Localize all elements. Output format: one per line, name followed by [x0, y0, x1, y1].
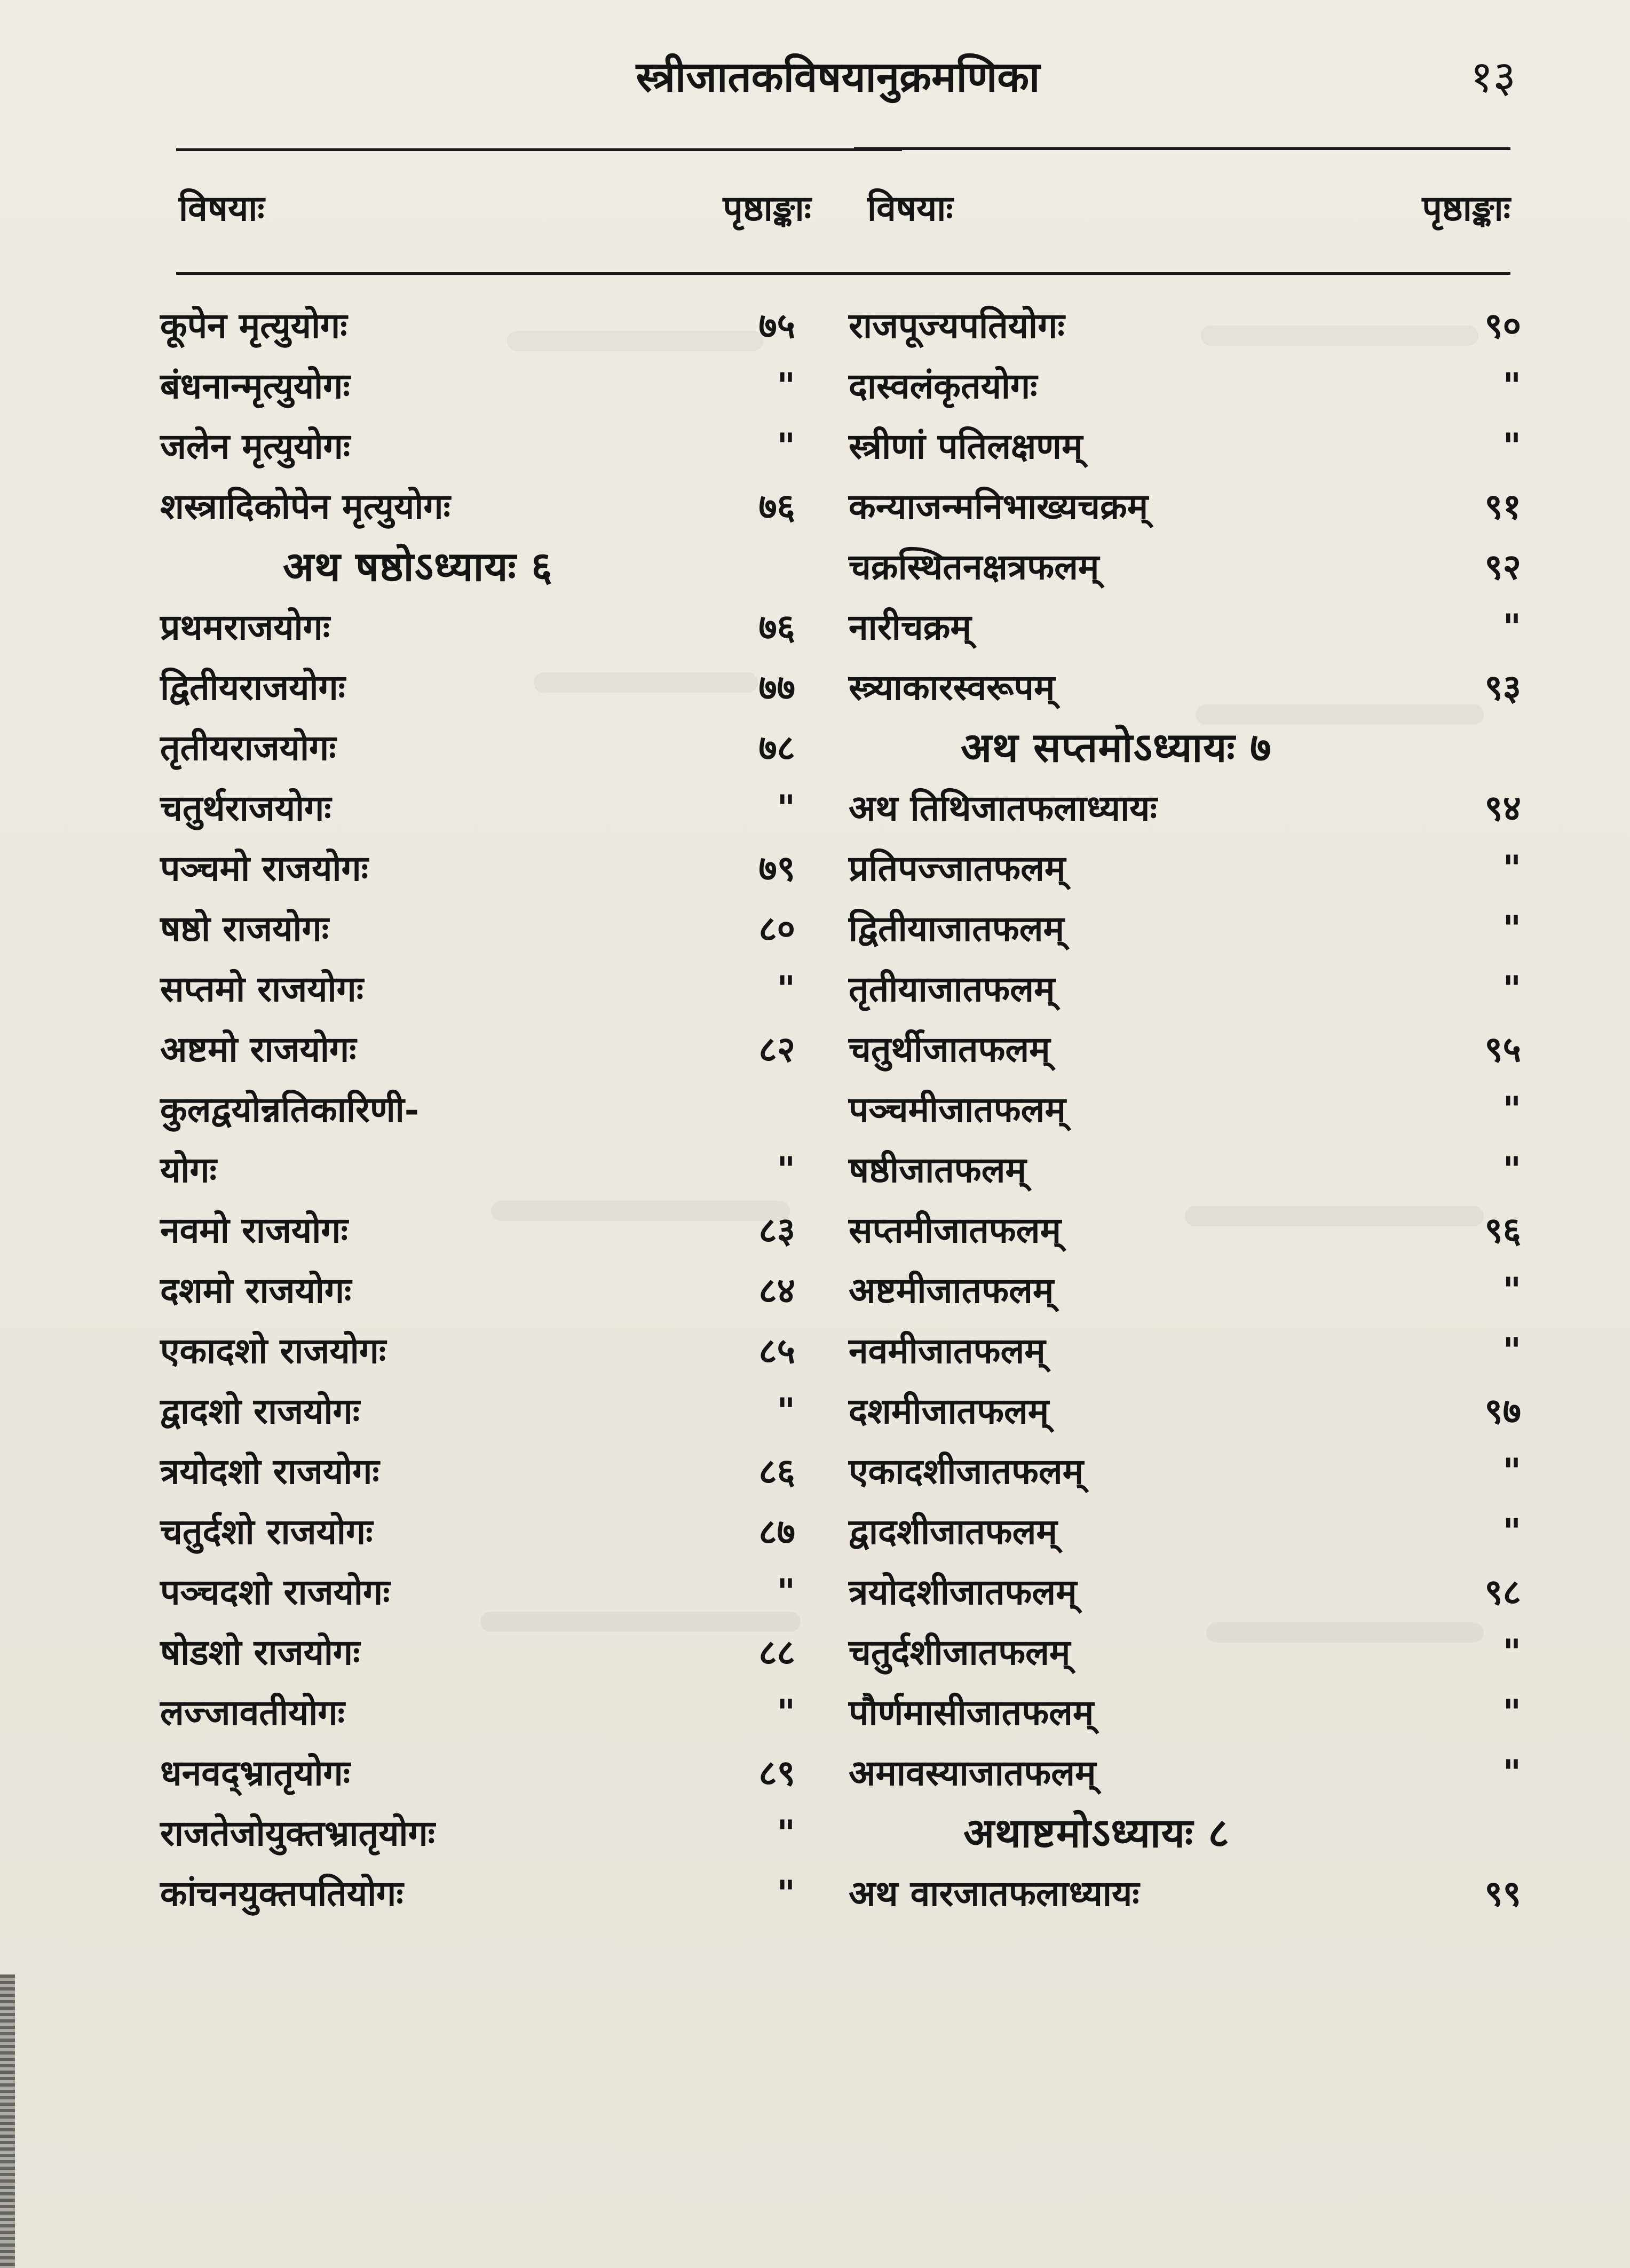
entry-title: दास्वलंकृतयोगः — [849, 365, 1038, 407]
entry-page-number: " — [1502, 425, 1521, 467]
entry-page-number: " — [777, 787, 795, 829]
entry-title: सप्तमो राजयोगः — [160, 968, 364, 1010]
entry-page-number: ८७ — [758, 1511, 795, 1552]
entry-page-number: " — [1502, 1330, 1521, 1371]
toc-entry — [849, 1743, 1521, 1802]
toc-entry — [160, 1020, 795, 1079]
toc-entry — [849, 417, 1521, 475]
entry-title: त्रयोदशीजातफलम् — [849, 1571, 1077, 1613]
toc-entry — [160, 1321, 795, 1380]
entry-page-number: ७७ — [758, 667, 795, 708]
entry-page-number: ९७ — [1484, 1390, 1521, 1432]
entry-title: द्वितीयाजातफलम् — [849, 908, 1064, 949]
scan-edge — [0, 1974, 15, 2268]
entry-title: नवमीजातफलम् — [849, 1330, 1046, 1371]
entry-page-number: ७६ — [758, 606, 795, 648]
entry-page-number: " — [777, 1149, 795, 1191]
toc-entry — [160, 1382, 795, 1440]
entry-title: जलेन मृत्युयोगः — [160, 425, 351, 467]
entry-title: पञ्चदशो राजयोगः — [160, 1571, 390, 1613]
entry-title: कन्याजन्मनिभाख्यचक्रम् — [849, 486, 1149, 527]
entry-title: कांचनयुक्तपतियोगः — [160, 1873, 403, 1914]
toc-entry — [849, 1563, 1521, 1621]
toc-entry — [849, 477, 1521, 536]
entry-title: षष्ठीजातफलम् — [849, 1149, 1026, 1191]
entry-title: बंधनान्मृत्युयोगः — [160, 365, 350, 407]
page-title: स्त्रीजातकविषयानुक्रमणिका — [636, 53, 1040, 101]
entry-page-number: " — [1502, 968, 1521, 1010]
entry-page-number: " — [1502, 1631, 1521, 1673]
toc-entry — [160, 779, 795, 837]
entry-page-number: " — [1502, 1752, 1521, 1794]
entry-page-number: " — [777, 968, 795, 1010]
toc-entry — [849, 1442, 1521, 1501]
entry-page-number: ७९ — [758, 847, 795, 889]
entry-title: तृतीयराजयोगः — [160, 727, 336, 768]
entry-title: अष्टमीजातफलम् — [849, 1270, 1054, 1311]
toc-entry — [849, 1502, 1521, 1561]
entry-title: द्वितीयराजयोगः — [160, 667, 345, 708]
entry-title: पञ्चमीजातफलम् — [849, 1089, 1066, 1130]
entry-title: त्रयोदशो राजयोगः — [160, 1450, 379, 1492]
entry-title: तृतीयाजातफलम् — [849, 968, 1055, 1010]
toc-entry — [849, 1382, 1521, 1440]
toc-entry — [849, 296, 1521, 355]
toc-entry — [849, 899, 1521, 958]
entry-page-number: " — [1502, 606, 1521, 648]
toc-entry — [160, 1080, 795, 1139]
entry-page-number: ८९ — [758, 1752, 795, 1794]
entry-title: धनवद्भ्रातृयोगः — [160, 1752, 350, 1794]
toc-entry — [849, 959, 1521, 1018]
entry-title: दशमो राजयोगः — [160, 1270, 352, 1311]
toc-entry — [849, 658, 1521, 717]
entry-title: अष्टमो राजयोगः — [160, 1028, 357, 1070]
page-number: १३ — [1470, 52, 1516, 102]
entry-title: चतुर्थराजयोगः — [160, 787, 331, 829]
entry-page-number: " — [1502, 1089, 1521, 1130]
entry-page-number: " — [777, 1390, 795, 1432]
entry-title: कूपेन मृत्युयोगः — [160, 305, 347, 346]
entry-page-number: " — [1502, 1511, 1521, 1552]
entry-title: नवमो राजयोगः — [160, 1209, 348, 1251]
toc-entry — [160, 899, 795, 958]
entry-title: सप्तमीजातफलम् — [849, 1209, 1061, 1251]
entry-page-number: ८८ — [758, 1631, 795, 1673]
chapter-title: अथाष्टमोऽध्यायः ८ — [963, 1809, 1230, 1857]
entry-title: षोडशो राजयोगः — [160, 1631, 360, 1673]
entry-title: कुलद्वयोन्नतिकारिणी- — [160, 1089, 420, 1130]
toc-entry — [160, 1140, 795, 1199]
toc-entry — [849, 1201, 1521, 1259]
entry-page-number: " — [1502, 365, 1521, 407]
toc-entry — [849, 356, 1521, 415]
entry-page-number: ७५ — [758, 305, 795, 346]
entry-title: स्त्र्याकारस्वरूपम् — [849, 667, 1055, 708]
page-column-header: पृष्ठाङ्काः — [723, 187, 811, 229]
toc-entry — [160, 1442, 795, 1501]
chapter-title: अथ सप्तमोऽध्यायः ७ — [961, 724, 1272, 771]
entry-title: द्वादशीजातफलम् — [849, 1511, 1057, 1552]
toc-entry — [160, 296, 795, 355]
toc-entry — [160, 356, 795, 415]
entry-page-number: " — [777, 425, 795, 467]
running-head — [0, 45, 1630, 109]
toc-entry — [160, 1563, 795, 1621]
page-column-header: पृष्ठाङ्काः — [1422, 187, 1510, 229]
toc-entry — [160, 1864, 795, 1923]
toc-entry — [160, 658, 795, 717]
chapter-heading — [849, 1804, 1521, 1862]
toc-entry — [160, 1502, 795, 1561]
entry-title: राजतेजोयुक्तभ्रातृयोगः — [160, 1812, 435, 1854]
toc-entry — [160, 417, 795, 475]
entry-page-number: " — [777, 1812, 795, 1854]
toc-entry — [849, 1623, 1521, 1682]
toc-entry — [849, 1020, 1521, 1079]
column-header-rule — [176, 272, 1510, 275]
entry-title: स्त्रीणां पतिलक्षणम् — [849, 425, 1083, 467]
entry-page-number: ८२ — [758, 1028, 795, 1070]
entry-title: पञ्चमो राजयोगः — [160, 847, 369, 889]
entry-title: प्रथमराजयोगः — [160, 606, 330, 648]
chapter-heading — [849, 718, 1521, 777]
toc-entry — [160, 1261, 795, 1320]
chapter-heading — [160, 537, 795, 596]
entry-title: द्वादशो राजयोगः — [160, 1390, 360, 1432]
entry-page-number: " — [777, 1692, 795, 1733]
toc-entry — [160, 718, 795, 777]
toc-entry — [160, 959, 795, 1018]
entry-page-number: ९८ — [1484, 1571, 1521, 1613]
entry-title: दशमीजातफलम् — [849, 1390, 1049, 1432]
entry-page-number: ९४ — [1484, 787, 1521, 829]
header-rule — [176, 148, 902, 151]
entry-page-number: ९१ — [1484, 486, 1521, 527]
entry-title: लज्जावतीयोगः — [160, 1692, 345, 1733]
entry-title: प्रतिपज्जातफलम् — [849, 847, 1066, 889]
entry-page-number: ८३ — [758, 1209, 795, 1251]
entry-page-number: " — [1502, 1270, 1521, 1311]
toc-entry — [849, 1080, 1521, 1139]
toc-entry — [160, 839, 795, 898]
toc-entry — [849, 1261, 1521, 1320]
entry-page-number: " — [1502, 1149, 1521, 1191]
entry-title: अथ वारजातफलाध्यायः — [849, 1873, 1140, 1914]
toc-entry — [160, 1201, 795, 1259]
entry-title: राजपूज्यपतियोगः — [849, 305, 1065, 346]
entry-title: चतुर्दशीजातफलम् — [849, 1631, 1071, 1673]
entry-title: पौर्णमासीजातफलम् — [849, 1692, 1094, 1733]
subject-column-header: विषयाः — [179, 187, 265, 229]
toc-entry — [849, 1864, 1521, 1923]
entry-page-number: ८६ — [758, 1450, 795, 1492]
entry-page-number: " — [1502, 847, 1521, 889]
entry-title: योगः — [160, 1149, 217, 1191]
entry-page-number: ८० — [758, 908, 795, 949]
entry-page-number: " — [1502, 908, 1521, 949]
subject-column-header: विषयाः — [867, 187, 953, 229]
chapter-title: अथ षष्ठोऽध्यायः ६ — [283, 543, 553, 590]
entry-title: एकादशो राजयोगः — [160, 1330, 386, 1371]
toc-entry — [160, 1743, 795, 1802]
entry-page-number: ९० — [1484, 305, 1521, 346]
toc-entry — [160, 1683, 795, 1742]
entry-page-number: ७६ — [758, 486, 795, 527]
toc-entry — [849, 537, 1521, 596]
entry-title: षष्ठो राजयोगः — [160, 908, 329, 949]
entry-page-number: " — [1502, 1692, 1521, 1733]
entry-page-number: ९२ — [1484, 546, 1521, 588]
entry-title: चक्रस्थितनक्षत्रफलम् — [849, 546, 1099, 588]
header-rule — [854, 147, 1510, 150]
toc-entry — [849, 1140, 1521, 1199]
entry-title: चतुर्दशो राजयोगः — [160, 1511, 373, 1552]
entry-page-number: ९५ — [1484, 1028, 1521, 1070]
entry-page-number: ८४ — [758, 1270, 795, 1311]
toc-entry — [849, 598, 1521, 656]
entry-page-number: " — [777, 1571, 795, 1613]
entry-title: अथ तिथिजातफलाध्यायः — [849, 787, 1157, 829]
entry-title: एकादशीजातफलम् — [849, 1450, 1084, 1492]
toc-entry — [849, 1321, 1521, 1380]
entry-title: शस्त्रादिकोपेन मृत्युयोगः — [160, 486, 450, 527]
entry-title: अमावस्याजातफलम् — [849, 1752, 1096, 1794]
toc-entry — [849, 839, 1521, 898]
entry-page-number: ९३ — [1484, 667, 1521, 708]
entry-page-number: ९६ — [1484, 1209, 1521, 1251]
toc-entry — [160, 1804, 795, 1862]
entry-page-number: " — [777, 1873, 795, 1914]
toc-entry — [849, 1683, 1521, 1742]
entry-page-number: ९९ — [1484, 1873, 1521, 1914]
toc-entry — [160, 477, 795, 536]
entry-page-number: ८५ — [758, 1330, 795, 1371]
toc-entry — [160, 598, 795, 656]
toc-entry — [849, 779, 1521, 837]
entry-title: चतुर्थीजातफलम् — [849, 1028, 1050, 1070]
entry-page-number: ७८ — [758, 727, 795, 768]
entry-page-number: " — [1502, 1450, 1521, 1492]
toc-entry — [160, 1623, 795, 1682]
entry-page-number: " — [777, 365, 795, 407]
entry-title: नारीचक्रम् — [849, 606, 971, 648]
